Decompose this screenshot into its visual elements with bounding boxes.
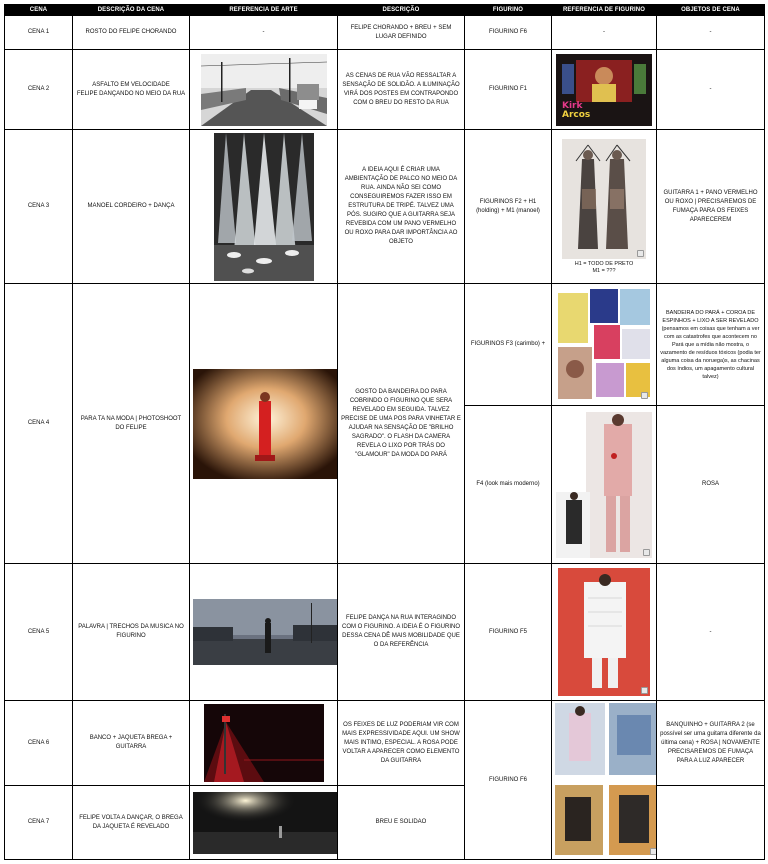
costume-figures-image — [562, 139, 646, 259]
costume-reference — [552, 284, 657, 406]
costume-f6-collage-image — [555, 703, 657, 857]
expand-icon[interactable] — [637, 250, 644, 257]
header-referencia-figurino: REFERENCIA DE FIGURINO — [552, 5, 657, 16]
cena-label: CENA 3 — [5, 130, 73, 284]
scene-description: PALAVRA | TRECHOS DA MUSICA NO FIGURINO — [73, 564, 190, 701]
table-row-cena-3 — [5, 130, 765, 284]
description: AS CENAS DE RUA VÃO RESSALTAR A SENSAÇÃO DE SOLIDÃO. A ILUMINAÇÃO VIRÁ DOS POSTES EM CONTRAPONDO COM O BREU DO RESTO DA RUA — [338, 50, 465, 130]
description: A IDEIA AQUI É CRIAR UMA AMBIENTAÇÃO DE PALCO NO MEIO DA RUA. AINDA NÃO SEI COMO CONSEGUIREMOS FAZER ISSO EM ESTRUTURA DE TRIPÉ. TALVEZ UMA PÓS. SUGIRO QUE A GUITARRA SEJA REVEBIDA COM UM PANO VERMELHO OU ROXO PARA DAR IMPORTÂNCIA AO OBJETO — [338, 130, 465, 284]
scene-table — [4, 4, 765, 860]
costume-reference — [552, 564, 657, 701]
white-coat-image — [558, 568, 650, 696]
art-reference — [190, 786, 338, 860]
poster-title-line2: Arcos — [562, 109, 591, 120]
scene-objects — [657, 786, 765, 860]
scene-objects: BANDEIRA DO PARÁ + COROA DE ESPINHOS + LIXO A SER REVELADO (pensamos em coisas que tenham a ver com as catastrofes que acontecem no Pará que a mídia não mostra, o vazamento de resíduos tóxicos (podia ter alguma coisa da noruega)s, as chacinas dos índios, um apagamento cultural talvez) — [657, 284, 765, 406]
cena-label: CENA 4 — [5, 284, 73, 564]
scene-description: PARA TA NA MODA | PHOTOSHOOT DO FELIPE — [73, 284, 190, 564]
scene-description: ROSTO DO FELIPE CHORANDO — [73, 16, 190, 50]
costume-reference — [552, 701, 657, 860]
scene-objects: - — [657, 16, 765, 50]
scene-objects: - — [657, 564, 765, 701]
header-cena: CENA — [5, 5, 73, 16]
photoshoot-image — [193, 369, 338, 479]
expand-icon[interactable] — [641, 687, 648, 694]
description: FELIPE CHORANDO + BREU + SEM LUGAR DEFINIDO — [338, 16, 465, 50]
art-reference — [190, 284, 338, 564]
scene-objects: GUITARRA 1 + PANO VERMELHO OU ROXO | PRECISAREMOS DE FUMAÇA PARA OS FEIXES APARECEREM — [657, 130, 765, 284]
costume-poster-image — [556, 54, 652, 126]
street-photo-image — [201, 54, 327, 126]
scene-description: BANCO + JAQUETA BREGA + GUITARRA — [73, 701, 190, 786]
cena-label: CENA 6 — [5, 701, 73, 786]
description: FELIPE DANÇA NA RUA INTERAGINDO COM O FIGURINO. A IDEIA É O FIGURINO DESSA CENA DÊ MAIS MOBILIDADE QUE O DA REFERÊNCIA — [338, 564, 465, 701]
scene-objects: BANQUINHO + GUITARRA 2 (se possível ser uma guitarra diferente da última cena) + ROSA | NOVAMENTE PRECISAREMOS DE FUMAÇA PARA A LUZ APARECER — [657, 701, 765, 786]
scene-objects: ROSA — [657, 406, 765, 564]
scene-description: FELIPE VOLTA A DANÇAR, O BREGA DA JAQUETA É REVELADO — [73, 786, 190, 860]
scene-description: ASFALTO EM VELOCIDADE FELIPE DANÇANDO NO MEIO DA RUA — [73, 50, 190, 130]
costume: F4 (look mais moderno) — [465, 406, 552, 564]
art-reference — [190, 701, 338, 786]
expand-icon[interactable] — [643, 549, 650, 556]
costume-collage-image — [558, 289, 650, 401]
art-reference — [190, 50, 338, 130]
costume: FIGURINO F6 — [465, 701, 552, 860]
header-referencia-arte: REFERENCIA DE ARTE — [190, 5, 338, 16]
table-row-cena-1 — [5, 16, 765, 50]
expand-icon[interactable] — [650, 848, 657, 855]
cena-label: CENA 2 — [5, 50, 73, 130]
costume-reference — [552, 50, 657, 130]
art-reference: - — [190, 16, 338, 50]
header-descricao-cena: DESCRIÇÃO DA CENA — [73, 5, 190, 16]
dusk-street-image — [193, 599, 338, 665]
expand-icon[interactable] — [641, 392, 648, 399]
costume: FIGURINO F6 — [465, 16, 552, 50]
table-row-cena-5 — [5, 564, 765, 701]
description: OS FEIXES DE LUZ PODERIAM VIR COM MAIS EXPRESSIVIDADE AQUI. UM SHOW MAIS INTIMO, ESPECIAL. A ROSA PODE VOLTAR A APARECER COMO ELEMENTO DA GUITARRA — [338, 701, 465, 786]
header-figurino: FIGURINO — [465, 5, 552, 16]
art-reference — [190, 130, 338, 284]
cena-label: CENA 7 — [5, 786, 73, 860]
costume-caption: H1 = TODO DE PRETO M1 = ??? — [574, 260, 634, 274]
costume-reference — [552, 406, 657, 564]
poster-title-line1: Kirk — [562, 100, 583, 111]
modern-look-image — [556, 412, 652, 558]
art-reference — [190, 564, 338, 701]
header-row — [5, 5, 765, 16]
scene-table-sheet — [4, 4, 764, 860]
cena-label: CENA 5 — [5, 564, 73, 701]
header-descricao: DESCRIÇÃO — [338, 5, 465, 16]
stage-light-image — [214, 133, 314, 281]
costume-reference — [552, 130, 657, 284]
red-light-image — [204, 704, 324, 782]
costume: FIGURINOS F2 + H1 (holding) + M1 (manoel) — [465, 130, 552, 284]
night-road-image — [193, 792, 338, 854]
cena-label: CENA 1 — [5, 16, 73, 50]
scene-objects: - — [657, 50, 765, 130]
description: GOSTO DA BANDEIRA DO PARA COBRINDO O FIGURINO QUE SERA REVELADO EM SEGUIDA. TALVEZ PRECISE DE UMA POS PARA VINHETAR E AJUDAR NA SENSAÇÃO DE "BRILHO SAGRADO". O FLASH DA CAMERA REVELA O LIXO POR TRÁS DO "GLAMOUR" DA MODA DO PARÁ — [338, 284, 465, 564]
table-row-cena-2 — [5, 50, 765, 130]
header-objetos: OBJETOS DE CENA — [657, 5, 765, 16]
costume-reference: - — [552, 16, 657, 50]
poster-title — [562, 102, 590, 120]
description: BREU E SOLIDAO — [338, 786, 465, 860]
table-row-cena-6 — [5, 701, 765, 786]
scene-description: MANOEL CORDEIRO + DANÇA — [73, 130, 190, 284]
table-row-cena-4-a — [5, 284, 765, 406]
costume: FIGURINO F5 — [465, 564, 552, 701]
costume: FIGURINOS F3 (carimbo) + — [465, 284, 552, 406]
costume: FIGURINO F1 — [465, 50, 552, 130]
